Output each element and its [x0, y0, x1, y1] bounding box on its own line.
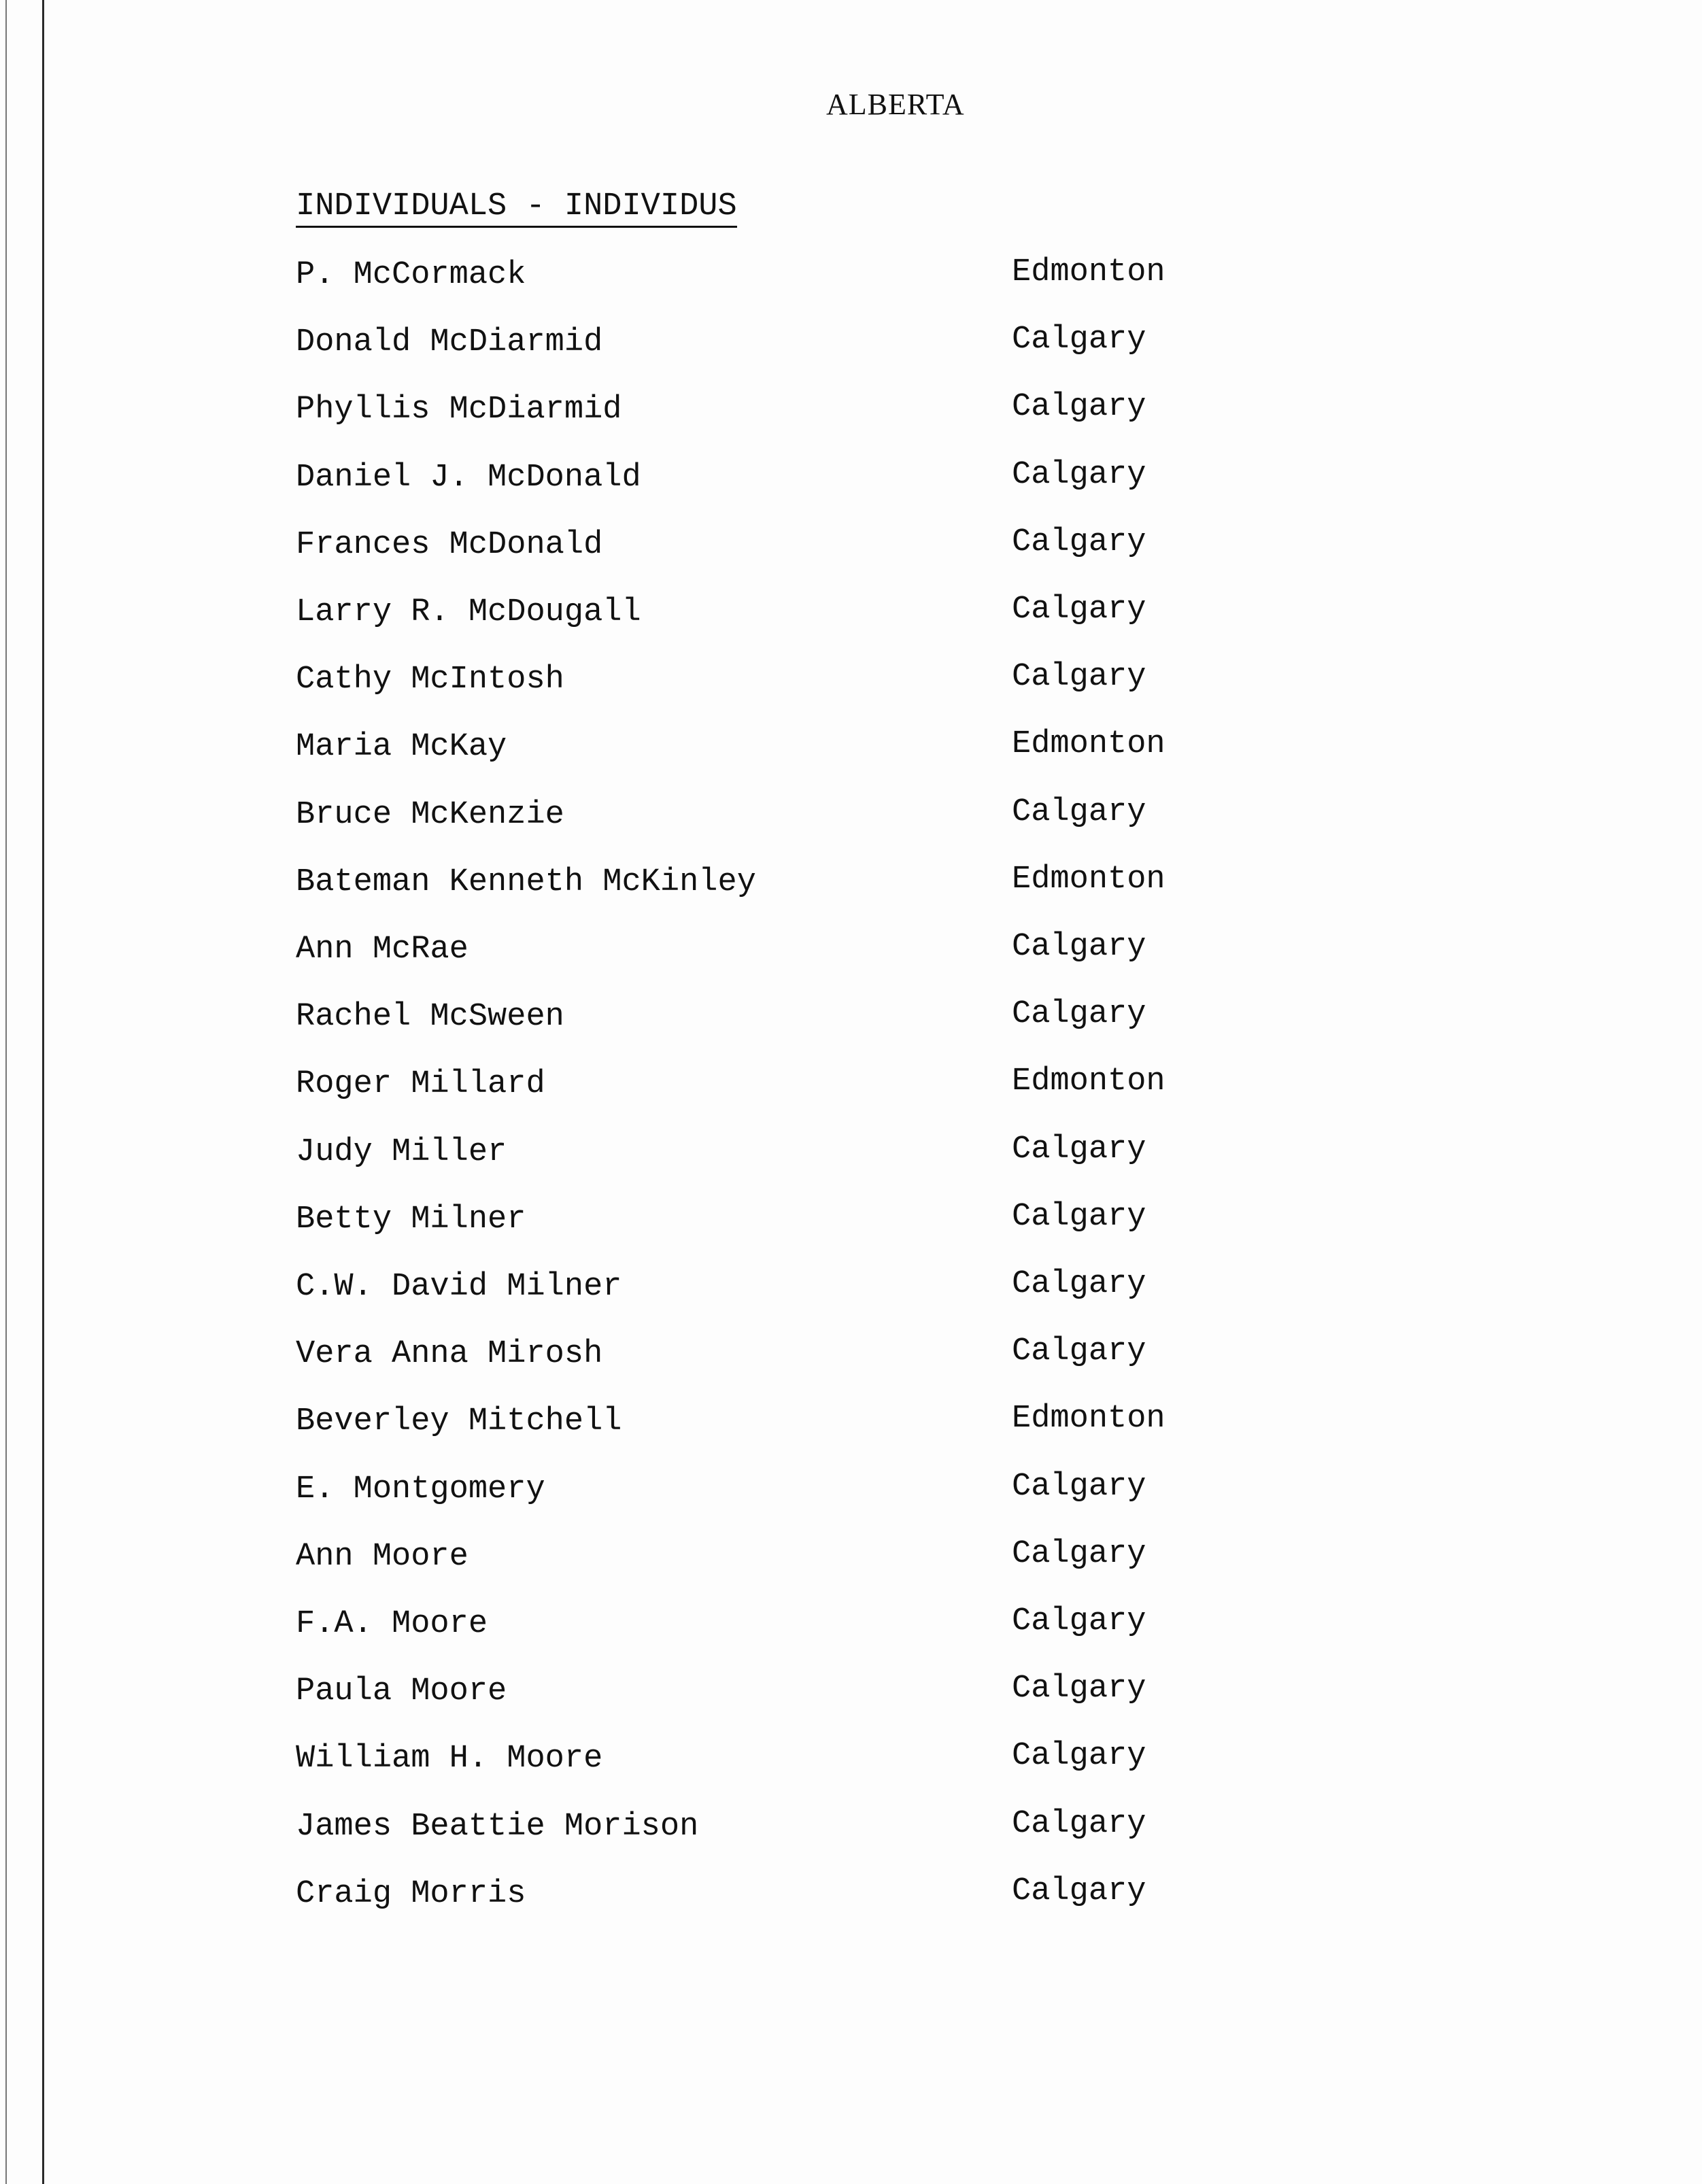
entry-name: P. McCormack: [296, 257, 526, 293]
entry-city: Calgary: [1012, 592, 1146, 628]
entry-name: Daniel J. McDonald: [296, 460, 641, 496]
list-item: [0, 929, 1702, 970]
entry-name: Larry R. McDougall: [296, 594, 641, 630]
entry-name: Frances McDonald: [296, 527, 603, 563]
entry-city: Edmonton: [1012, 1401, 1165, 1437]
list-item: [0, 1739, 1702, 1779]
entry-name: Bruce McKenzie: [296, 797, 564, 833]
entry-city: Edmonton: [1012, 726, 1165, 762]
entry-city: Calgary: [1012, 1738, 1146, 1774]
entry-city: Edmonton: [1012, 254, 1165, 290]
list-item: [0, 1671, 1702, 1712]
list-item: [0, 727, 1702, 768]
entry-name: C.W. David Milner: [296, 1269, 622, 1305]
list-item: [0, 1267, 1702, 1308]
list-item: [0, 525, 1702, 566]
list-item: [0, 795, 1702, 836]
entry-city: Edmonton: [1012, 1063, 1165, 1099]
entry-city: Calgary: [1012, 389, 1146, 425]
entry-name: Betty Milner: [296, 1201, 526, 1238]
entry-city: Calgary: [1012, 1603, 1146, 1639]
entry-name: James Beattie Morison: [296, 1809, 699, 1845]
entry-city: Calgary: [1012, 1671, 1146, 1707]
list-item: [0, 1874, 1702, 1915]
entry-name: Donald McDiarmid: [296, 324, 603, 360]
entry-name: Rachel McSween: [296, 999, 564, 1035]
entry-city: Calgary: [1012, 322, 1146, 358]
entry-name: Ann Moore: [296, 1539, 469, 1575]
entry-name: Craig Morris: [296, 1876, 526, 1912]
entry-name: Roger Millard: [296, 1066, 545, 1102]
entry-city: Calgary: [1012, 1806, 1146, 1842]
entry-city: Calgary: [1012, 1873, 1146, 1909]
section-heading: INDIVIDUALS - INDIVIDUS: [296, 189, 737, 228]
entry-city: Calgary: [1012, 659, 1146, 695]
page-title: ALBERTA: [826, 88, 965, 121]
entry-city: Calgary: [1012, 929, 1146, 965]
list-item: [0, 997, 1702, 1038]
entry-city: Calgary: [1012, 1266, 1146, 1302]
entry-name: Beverley Mitchell: [296, 1403, 622, 1439]
list-item: [0, 1401, 1702, 1442]
entry-name: F.A. Moore: [296, 1606, 488, 1642]
entry-name: Paula Moore: [296, 1673, 507, 1709]
entry-name: Judy Miller: [296, 1134, 507, 1170]
entry-city: Calgary: [1012, 1469, 1146, 1505]
list-item: [0, 1807, 1702, 1847]
entry-city: Calgary: [1012, 1536, 1146, 1572]
list-item: [0, 1537, 1702, 1577]
entry-city: Edmonton: [1012, 861, 1165, 898]
list-item: [0, 390, 1702, 430]
entry-city: Calgary: [1012, 1333, 1146, 1369]
list-item: [0, 1604, 1702, 1645]
list-item: [0, 862, 1702, 903]
entry-city: Calgary: [1012, 1199, 1146, 1235]
entry-name: William H. Moore: [296, 1741, 603, 1777]
list-item: [0, 1064, 1702, 1105]
list-item: [0, 1132, 1702, 1173]
entry-name: Vera Anna Mirosh: [296, 1336, 603, 1372]
entry-name: Phyllis McDiarmid: [296, 392, 622, 428]
entry-name: Bateman Kenneth McKinley: [296, 864, 756, 900]
list-item: [0, 458, 1702, 498]
list-item: [0, 1469, 1702, 1510]
entry-city: Calgary: [1012, 794, 1146, 830]
entry-name: Maria McKay: [296, 729, 507, 765]
entry-city: Calgary: [1012, 1131, 1146, 1167]
list-item: [0, 592, 1702, 633]
list-item: [0, 660, 1702, 700]
entry-name: E. Montgomery: [296, 1471, 545, 1507]
entry-city: Calgary: [1012, 457, 1146, 493]
entry-city: Calgary: [1012, 524, 1146, 560]
list-item: [0, 322, 1702, 363]
entry-name: Cathy McIntosh: [296, 662, 564, 698]
entry-city: Calgary: [1012, 996, 1146, 1032]
list-item: [0, 1199, 1702, 1240]
list-item: [0, 255, 1702, 296]
entry-name: Ann McRae: [296, 932, 469, 968]
list-item: [0, 1334, 1702, 1375]
